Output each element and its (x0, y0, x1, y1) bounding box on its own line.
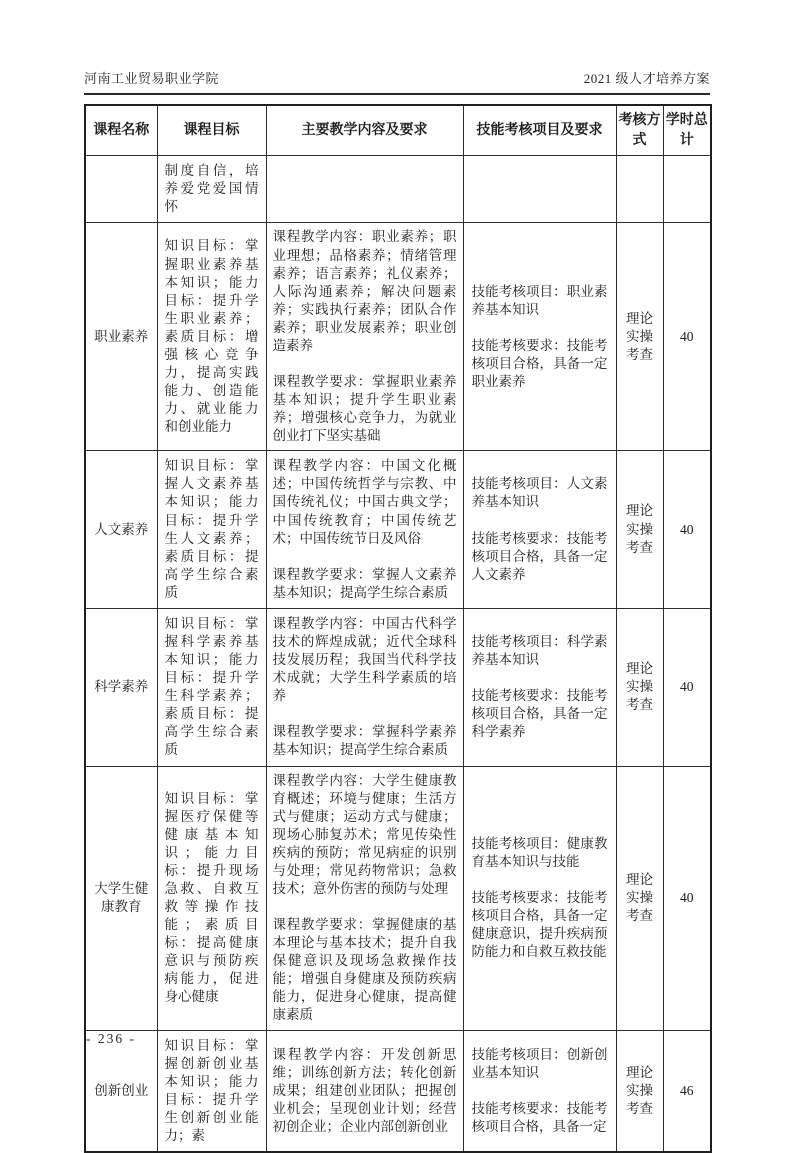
course-objectives-cell: 知识目标：掌握医疗保健等健康基本知识；能力目标：提升现场急救、自救互救等操作技能；素质目标：提高健康意识与预防疾病能力，促进身心健康 (157, 766, 266, 1030)
skill-assessment-cell (463, 156, 616, 223)
cell-paragraph: 技能考核要求：技能考核项目合格，具备一定科学素养 (471, 688, 608, 740)
teaching-content-cell (266, 451, 463, 609)
cell-paragraph: 课程教学要求：掌握健康的基本理论与基本技术；提升自我保健意识及现场急救操作技能；增强自身健康及预防疾病能力，促进身心健康，提高健康素质 (272, 917, 457, 1023)
total-hours-cell: 40 (663, 608, 711, 766)
assessment-method-cell (616, 1030, 663, 1152)
skill-assessment-cell (463, 1030, 616, 1152)
assessment-method-cell (616, 223, 663, 451)
teaching-content-cell (266, 608, 463, 766)
method-line: 考查 (626, 539, 653, 555)
skill-assessment-cell (463, 451, 616, 609)
skill-assessment-cell (463, 608, 616, 766)
cell-paragraph: 课程教学内容：中国古代科学技术的辉煌成就；近代全球科技发展历程；我国当代科学技术成就；大学生科学素质的培养 (272, 615, 457, 704)
method-line: 理论 (626, 661, 653, 677)
total-hours-cell: 40 (663, 766, 711, 1030)
method-line: 实操 (626, 679, 653, 695)
total-hours-cell (663, 156, 711, 223)
method-line: 实操 (626, 521, 653, 537)
column-header-total-hours: 学时总计 (663, 105, 711, 156)
cell-paragraph: 技能考核项目：创新创业基本知识 (471, 1046, 608, 1080)
course-name-cell: 创新创业 (85, 1030, 157, 1152)
course-objectives-cell: 知识目标：掌握职业素养基本知识；能力目标：提升学生职业素养；素质目标：增强核心竞争力，提高实践能力、创造能力、就业能力和创业能力 (157, 223, 266, 451)
method-line: 实操 (626, 328, 653, 344)
skill-assessment-cell (463, 766, 616, 1030)
cell-paragraph: 技能考核要求：技能考核项目合格，具备一定健康意识，提升疾病预防能力和自救互救技能 (471, 889, 608, 960)
table-row (85, 766, 711, 1030)
teaching-content-cell (266, 766, 463, 1030)
total-hours-cell: 40 (663, 223, 711, 451)
cell-paragraph: 课程教学要求：掌握职业素养基本知识；提升学生职业素养；增强核心竞争力，为就业创业打下坚实基础 (272, 373, 457, 444)
table-row (85, 608, 711, 766)
cell-paragraph: 课程教学内容：开发创新思维；训练创新方法；转化创新成果；组建创业团队；把握创业机会；呈现创业计划；经营初创企业；企业内部创新创业 (272, 1046, 457, 1134)
method-line: 理论 (626, 871, 653, 887)
column-header-course-name: 课程名称 (85, 105, 157, 156)
teaching-content-cell (266, 223, 463, 451)
table-row (85, 156, 711, 223)
table-row (85, 223, 711, 451)
header-school-name: 河南工业贸易职业学院 (84, 71, 220, 86)
method-line: 实操 (626, 1082, 653, 1098)
table-row (85, 451, 711, 609)
teaching-content-cell (266, 156, 463, 223)
course-name-cell: 职业素养 (85, 223, 157, 451)
course-name-cell: 人文素养 (85, 451, 157, 609)
table-row (85, 1030, 711, 1152)
course-objectives-cell: 知识目标：掌握人文素养基本知识；能力目标：提升学生人文素养；素质目标：提高学生综合素质 (157, 451, 266, 609)
cell-paragraph: 课程教学要求：掌握科学素养基本知识；提高学生综合素质 (272, 724, 457, 758)
cell-paragraph: 技能考核要求：技能考核项目合格，具备一定 (471, 1100, 608, 1134)
method-line: 考查 (626, 346, 653, 362)
course-name-cell: 科学素养 (85, 608, 157, 766)
header-plan-title: 2021 级人才培养方案 (583, 71, 710, 86)
cell-paragraph: 技能考核项目：职业素养基本知识 (471, 283, 608, 317)
cell-paragraph: 技能考核项目：科学素养基本知识 (471, 634, 608, 668)
cell-paragraph: 技能考核项目：健康教育基本知识与技能 (471, 835, 608, 869)
course-name-cell (85, 156, 157, 223)
column-header-objectives: 课程目标 (157, 105, 266, 156)
assessment-method-cell (616, 156, 663, 223)
cell-paragraph: 课程教学内容：职业素养；职业理想；品格素养；情绪管理素养；语言素养；礼仪素养；人际沟通素养；解决问题素养；实践执行素养；团队合作素养；职业发展素养；职业创造素养 (272, 229, 457, 353)
method-line: 理论 (626, 310, 653, 326)
column-header-teaching-content: 主要教学内容及要求 (266, 105, 463, 156)
total-hours-cell: 40 (663, 451, 711, 609)
method-line: 考查 (626, 1100, 653, 1116)
course-name-cell: 大学生健康教育 (85, 766, 157, 1030)
method-line: 理论 (626, 503, 653, 519)
total-hours-cell: 46 (663, 1030, 711, 1152)
assessment-method-cell (616, 766, 663, 1030)
assessment-method-cell (616, 451, 663, 609)
method-line: 实操 (626, 890, 653, 905)
course-objectives-cell: 知识目标：掌握创新创业基本知识；能力目标：提升学生创新创业能力；素 (157, 1030, 266, 1152)
method-line: 考查 (626, 697, 653, 713)
cell-paragraph: 技能考核项目：人文素养基本知识 (471, 476, 608, 510)
cell-paragraph: 课程教学内容：中国文化概述；中国传统哲学与宗教、中国传统礼仪；中国古典文学；中国传统教育；中国传统艺术；中国传统节日及风俗 (272, 458, 457, 546)
cell-paragraph: 课程教学内容：大学生健康教育概述；环境与健康；生活方式与健康；运动方式与健康；现场心肺复苏术；常见传染性疾病的预防；常见病症的识别与处理；常见药物常识；急救技术；意外伤害的预防与处理 (272, 772, 457, 896)
skill-assessment-cell (463, 223, 616, 451)
page-number: - 236 - (86, 1031, 136, 1046)
cell-paragraph: 技能考核要求：技能考核项目合格，具备一定人文素养 (471, 530, 608, 582)
method-line: 理论 (626, 1064, 653, 1080)
assessment-method-cell (616, 608, 663, 766)
cell-paragraph: 技能考核要求：技能考核项目合格，具备一定职业素养 (471, 337, 608, 389)
course-table (84, 104, 712, 1153)
cell-paragraph: 课程教学要求：掌握人文素养基本知识；提高学生综合素质 (272, 566, 457, 600)
column-header-skill-assessment: 技能考核项目及要求 (463, 105, 616, 156)
course-objectives-cell: 知识目标：掌握科学素养基本知识；能力目标：提升学生科学素养；素质目标：提高学生综合素质 (157, 608, 266, 766)
page-header (84, 68, 710, 95)
course-objectives-cell: 制度自信，培养爱党爱国情怀 (157, 156, 266, 223)
column-header-assessment-method: 考核方式 (616, 105, 663, 156)
teaching-content-cell (266, 1030, 463, 1152)
table-header-row (85, 105, 711, 156)
method-line: 考查 (626, 908, 653, 924)
